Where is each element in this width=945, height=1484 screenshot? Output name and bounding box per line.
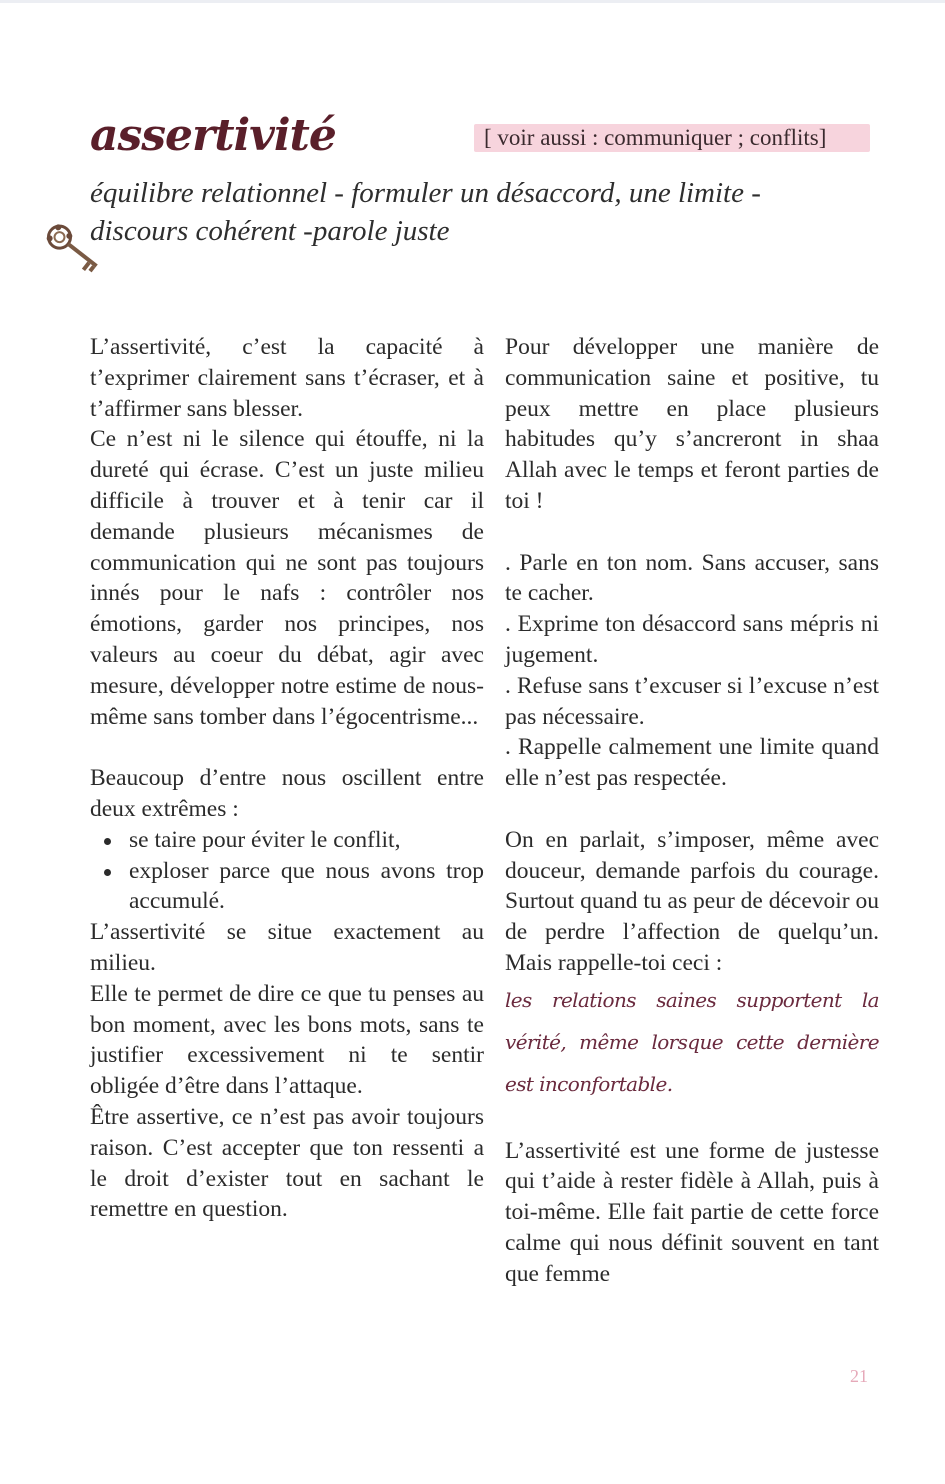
- right-paragraph-2: On en parlait, s’imposer, même avec douceur, demande parfois du courage. Surtout quand tu as peur de décevoir ou de perdre l’affection de quelqu’un. Mais rappelle-toi ceci :: [505, 826, 879, 976]
- list-item: se taire pour éviter le conflit,: [90, 825, 484, 856]
- top-divider: [0, 0, 945, 3]
- page-number: 21: [850, 1366, 868, 1386]
- subtitle-line-1: équilibre relationnel - formuler un désaccord, une limite -: [90, 177, 761, 209]
- left-paragraph-4: L’assertivité se situe exactement au milieu.: [90, 919, 484, 976]
- left-paragraph-3: Beaucoup d’entre nous oscillent entre deux extrêmes :: [90, 765, 484, 822]
- see-also-highlight: [474, 124, 870, 152]
- list-item: exploser parce que nous avons trop accumulé.: [90, 856, 484, 918]
- right-column: [505, 332, 879, 1290]
- subtitle-line-2: discours cohérent -parole juste: [90, 215, 450, 247]
- subtitle: [90, 174, 830, 250]
- right-paragraph-3: L’assertivité est une forme de justesse qui t’aide à rester fidèle à Allah, puis à toi-même. Elle fait partie de cette force calme qui nous définit souvent en tant que femme: [505, 1137, 879, 1287]
- bullet-icon: [104, 838, 111, 845]
- left-paragraph-5: Elle te permet de dire ce que tu penses au bon moment, avec les bons mots, sans te justifier excessivement ni te sentir obligée d’être dans l’attaque.: [90, 980, 484, 1100]
- page-title: assertivité: [90, 110, 336, 161]
- bullet-icon: [104, 869, 111, 876]
- left-paragraph-2: Ce n’est ni le silence qui étouffe, ni la dureté qui écrase. C’est un juste milieu difficile à trouver et à tenir car il demande plusieurs mécanismes de communication qui ne sont pas toujours innés pour le nafs : contrôler nos émotions, garder nos principes, nos valeurs au coeur du débat, agir avec mesure, développer notre estime de nous-même sans tomber dans l’égocentrisme...: [90, 426, 484, 730]
- right-paragraph-1: Pour développer une manière de communication saine et positive, tu peux mettre en place plusieurs habitudes qu’y s’ancreront in shaa Allah avec le temps et feront parties de toi !: [505, 334, 879, 514]
- tip-item: . Parle en ton nom. Sans accuser, sans te cacher.: [505, 549, 879, 607]
- antique-key-icon: [38, 224, 106, 280]
- left-paragraph-6: Être assertive, ce n’est pas avoir toujours raison. C’est accepter que ton ressenti a le droit d’exister tout en sachant le remettre en question.: [90, 1103, 484, 1223]
- see-also-text: [ voir aussi : communiquer ; conflits]: [484, 125, 827, 150]
- extremes-list: [90, 825, 484, 917]
- tip-item: . Exprime ton désaccord sans mépris ni jugement.: [505, 611, 879, 668]
- left-column: [90, 332, 484, 1225]
- left-paragraph-1: L’assertivité, c’est la capacité à t’exprimer clairement sans t’écraser, et à t’affirmer sans blesser.: [90, 334, 484, 422]
- tip-item: . Rappelle calmement une limite quand elle n’est pas respectée.: [505, 734, 879, 792]
- tip-item: . Refuse sans t’excuser si l’excuse n’est pas nécessaire.: [505, 672, 879, 730]
- highlighted-quote: les relations saines supportent la vérité, même lorsque cette dernière est inconfortable.: [505, 987, 879, 1096]
